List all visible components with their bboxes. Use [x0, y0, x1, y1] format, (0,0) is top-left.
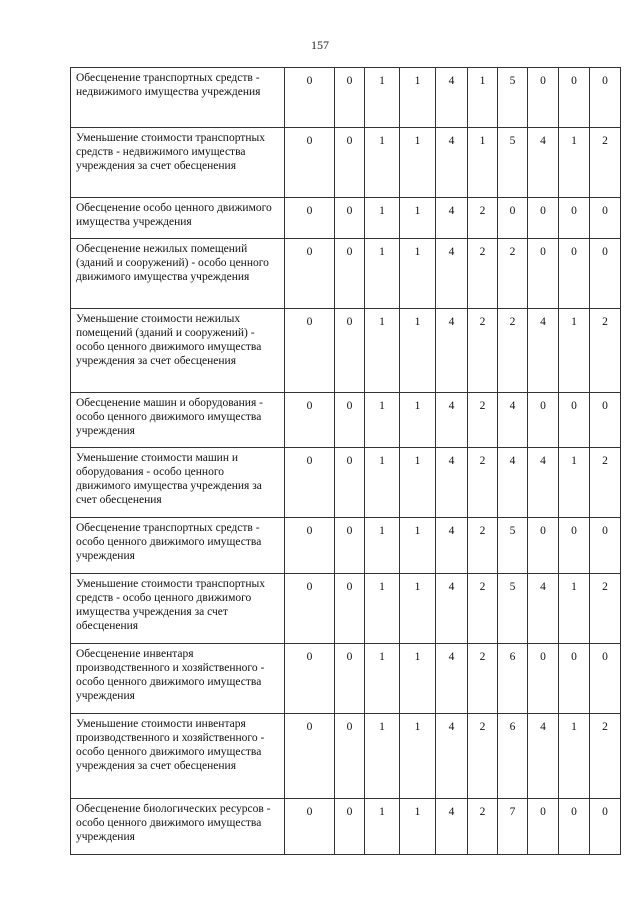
- code-digit-cell: 2: [468, 393, 498, 448]
- code-digit-cell: 1: [400, 799, 436, 855]
- code-digit-cell: 6: [498, 714, 528, 799]
- code-digit-cell: 2: [468, 518, 498, 574]
- code-digit-cell: 2: [498, 239, 528, 309]
- code-digit-cell: 0: [528, 239, 559, 309]
- code-digit-cell: 2: [468, 309, 498, 393]
- table-row: [71, 448, 621, 518]
- code-digit-cell: 0: [528, 68, 559, 128]
- code-digit-cell: 1: [400, 574, 436, 644]
- code-digit-cell: 0: [559, 393, 590, 448]
- code-digit-cell: 1: [400, 198, 436, 239]
- code-digit-cell: 4: [436, 309, 468, 393]
- table-body: [71, 68, 621, 855]
- code-digit-cell: 5: [498, 68, 528, 128]
- code-digit-cell: 0: [559, 198, 590, 239]
- code-digit-cell: 0: [285, 574, 335, 644]
- code-digit-cell: 0: [590, 518, 621, 574]
- code-digit-cell: 2: [590, 128, 621, 198]
- table-row: [71, 574, 621, 644]
- code-digit-cell: 0: [528, 799, 559, 855]
- code-digit-cell: 4: [436, 128, 468, 198]
- code-digit-cell: 1: [559, 574, 590, 644]
- code-digit-cell: 2: [468, 799, 498, 855]
- code-digit-cell: 0: [559, 799, 590, 855]
- row-label: Обесценение транспортных средств - недвижимого имущества учреждения: [71, 68, 285, 128]
- code-digit-cell: 0: [335, 68, 365, 128]
- code-digit-cell: 0: [335, 393, 365, 448]
- code-digit-cell: 4: [436, 714, 468, 799]
- code-digit-cell: 0: [590, 644, 621, 714]
- code-digit-cell: 4: [528, 448, 559, 518]
- code-digit-cell: 1: [365, 393, 400, 448]
- code-digit-cell: 0: [528, 518, 559, 574]
- code-digit-cell: 1: [468, 128, 498, 198]
- code-digit-cell: 0: [285, 239, 335, 309]
- code-digit-cell: 0: [498, 198, 528, 239]
- code-digit-cell: 0: [285, 714, 335, 799]
- code-digit-cell: 0: [559, 239, 590, 309]
- row-label: Уменьшение стоимости нежилых помещений (зданий и сооружений) - особо ценного движимого имущества учреждения за счет обесценения: [71, 309, 285, 393]
- code-digit-cell: 0: [285, 799, 335, 855]
- code-digit-cell: 0: [559, 644, 590, 714]
- code-digit-cell: 1: [559, 309, 590, 393]
- code-digit-cell: 2: [590, 714, 621, 799]
- code-digit-cell: 0: [285, 448, 335, 518]
- code-digit-cell: 0: [285, 68, 335, 128]
- code-digit-cell: 4: [436, 198, 468, 239]
- code-digit-cell: 4: [498, 448, 528, 518]
- code-digit-cell: 4: [528, 714, 559, 799]
- code-digit-cell: 4: [528, 128, 559, 198]
- code-digit-cell: 5: [498, 128, 528, 198]
- code-digit-cell: 2: [590, 448, 621, 518]
- code-digit-cell: 0: [335, 714, 365, 799]
- code-digit-cell: 0: [590, 198, 621, 239]
- table-row: [71, 198, 621, 239]
- code-digit-cell: 4: [436, 644, 468, 714]
- table-row: [71, 309, 621, 393]
- code-digit-cell: 2: [468, 714, 498, 799]
- table-row: [71, 518, 621, 574]
- code-digit-cell: 0: [335, 198, 365, 239]
- code-digit-cell: 1: [559, 128, 590, 198]
- code-digit-cell: 4: [436, 448, 468, 518]
- code-digit-cell: 1: [400, 448, 436, 518]
- code-digit-cell: 6: [498, 644, 528, 714]
- code-digit-cell: 4: [436, 393, 468, 448]
- row-label: Обесценение нежилых помещений (зданий и сооружений) - особо ценного движимого имущества учреждения: [71, 239, 285, 309]
- code-digit-cell: 2: [468, 198, 498, 239]
- code-digit-cell: 1: [365, 448, 400, 518]
- code-digit-cell: 2: [590, 309, 621, 393]
- code-digit-cell: 0: [335, 799, 365, 855]
- code-digit-cell: 1: [365, 644, 400, 714]
- code-digit-cell: 0: [590, 799, 621, 855]
- code-digit-cell: 0: [285, 198, 335, 239]
- code-digit-cell: 2: [468, 574, 498, 644]
- code-digit-cell: 0: [335, 309, 365, 393]
- table-row: [71, 714, 621, 799]
- code-digit-cell: 4: [436, 574, 468, 644]
- code-digit-cell: 0: [335, 644, 365, 714]
- row-label: Обесценение биологических ресурсов - особо ценного движимого имущества учреждения: [71, 799, 285, 855]
- code-digit-cell: 4: [436, 68, 468, 128]
- code-digit-cell: 1: [400, 518, 436, 574]
- code-digit-cell: 0: [335, 128, 365, 198]
- code-digit-cell: 1: [400, 239, 436, 309]
- code-digit-cell: 7: [498, 799, 528, 855]
- code-digit-cell: 0: [528, 644, 559, 714]
- code-digit-cell: 0: [590, 393, 621, 448]
- table-row: [71, 239, 621, 309]
- code-digit-cell: 0: [559, 68, 590, 128]
- table-row: [71, 799, 621, 855]
- row-label: Обесценение инвентаря производственного и хозяйственного - особо ценного движимого имущества учреждения: [71, 644, 285, 714]
- code-digit-cell: 0: [285, 309, 335, 393]
- code-digit-cell: 1: [365, 68, 400, 128]
- code-digit-cell: 2: [590, 574, 621, 644]
- code-digit-cell: 1: [365, 198, 400, 239]
- accounts-table: [70, 67, 621, 855]
- code-digit-cell: 0: [285, 393, 335, 448]
- code-digit-cell: 1: [365, 239, 400, 309]
- code-digit-cell: 4: [528, 574, 559, 644]
- code-digit-cell: 0: [590, 68, 621, 128]
- code-digit-cell: 1: [400, 128, 436, 198]
- code-digit-cell: 1: [400, 393, 436, 448]
- code-digit-cell: 0: [590, 239, 621, 309]
- code-digit-cell: 4: [436, 518, 468, 574]
- row-label: Уменьшение стоимости инвентаря производственного и хозяйственного - особо ценного движимого имущества учреждения за счет обесценения: [71, 714, 285, 799]
- row-label: Обесценение машин и оборудования - особо ценного движимого имущества учреждения: [71, 393, 285, 448]
- table-row: [71, 644, 621, 714]
- row-label: Уменьшение стоимости машин и оборудования - особо ценного движимого имущества учреждения за счет обесценения: [71, 448, 285, 518]
- code-digit-cell: 1: [365, 714, 400, 799]
- code-digit-cell: 1: [365, 799, 400, 855]
- code-digit-cell: 0: [285, 644, 335, 714]
- code-digit-cell: 0: [335, 448, 365, 518]
- code-digit-cell: 1: [365, 128, 400, 198]
- code-digit-cell: 5: [498, 574, 528, 644]
- row-label: Обесценение особо ценного движимого имущества учреждения: [71, 198, 285, 239]
- code-digit-cell: 1: [400, 644, 436, 714]
- code-digit-cell: 0: [335, 574, 365, 644]
- code-digit-cell: 0: [559, 518, 590, 574]
- code-digit-cell: 0: [285, 128, 335, 198]
- code-digit-cell: 1: [365, 518, 400, 574]
- row-label: Уменьшение стоимости транспортных средств - особо ценного движимого имущества учреждения за счет обесценения: [71, 574, 285, 644]
- code-digit-cell: 2: [498, 309, 528, 393]
- code-digit-cell: 1: [559, 714, 590, 799]
- code-digit-cell: 2: [468, 448, 498, 518]
- code-digit-cell: 1: [468, 68, 498, 128]
- code-digit-cell: 1: [365, 574, 400, 644]
- code-digit-cell: 1: [400, 714, 436, 799]
- code-digit-cell: 4: [436, 799, 468, 855]
- code-digit-cell: 5: [498, 518, 528, 574]
- code-digit-cell: 2: [468, 239, 498, 309]
- row-label: Уменьшение стоимости транспортных средств - недвижимого имущества учреждения за счет обесценения: [71, 128, 285, 198]
- code-digit-cell: 1: [400, 309, 436, 393]
- code-digit-cell: 0: [528, 393, 559, 448]
- code-digit-cell: 1: [559, 448, 590, 518]
- code-digit-cell: 1: [400, 68, 436, 128]
- page-number: 157: [311, 38, 329, 52]
- code-digit-cell: 0: [285, 518, 335, 574]
- code-digit-cell: 0: [528, 198, 559, 239]
- code-digit-cell: 1: [365, 309, 400, 393]
- table-row: [71, 128, 621, 198]
- code-digit-cell: 2: [468, 644, 498, 714]
- table-row: [71, 393, 621, 448]
- code-digit-cell: 4: [498, 393, 528, 448]
- code-digit-cell: 0: [335, 239, 365, 309]
- table-row: [71, 68, 621, 128]
- row-label: Обесценение транспортных средств - особо ценного движимого имущества учреждения: [71, 518, 285, 574]
- code-digit-cell: 4: [436, 239, 468, 309]
- code-digit-cell: 4: [528, 309, 559, 393]
- code-digit-cell: 0: [335, 518, 365, 574]
